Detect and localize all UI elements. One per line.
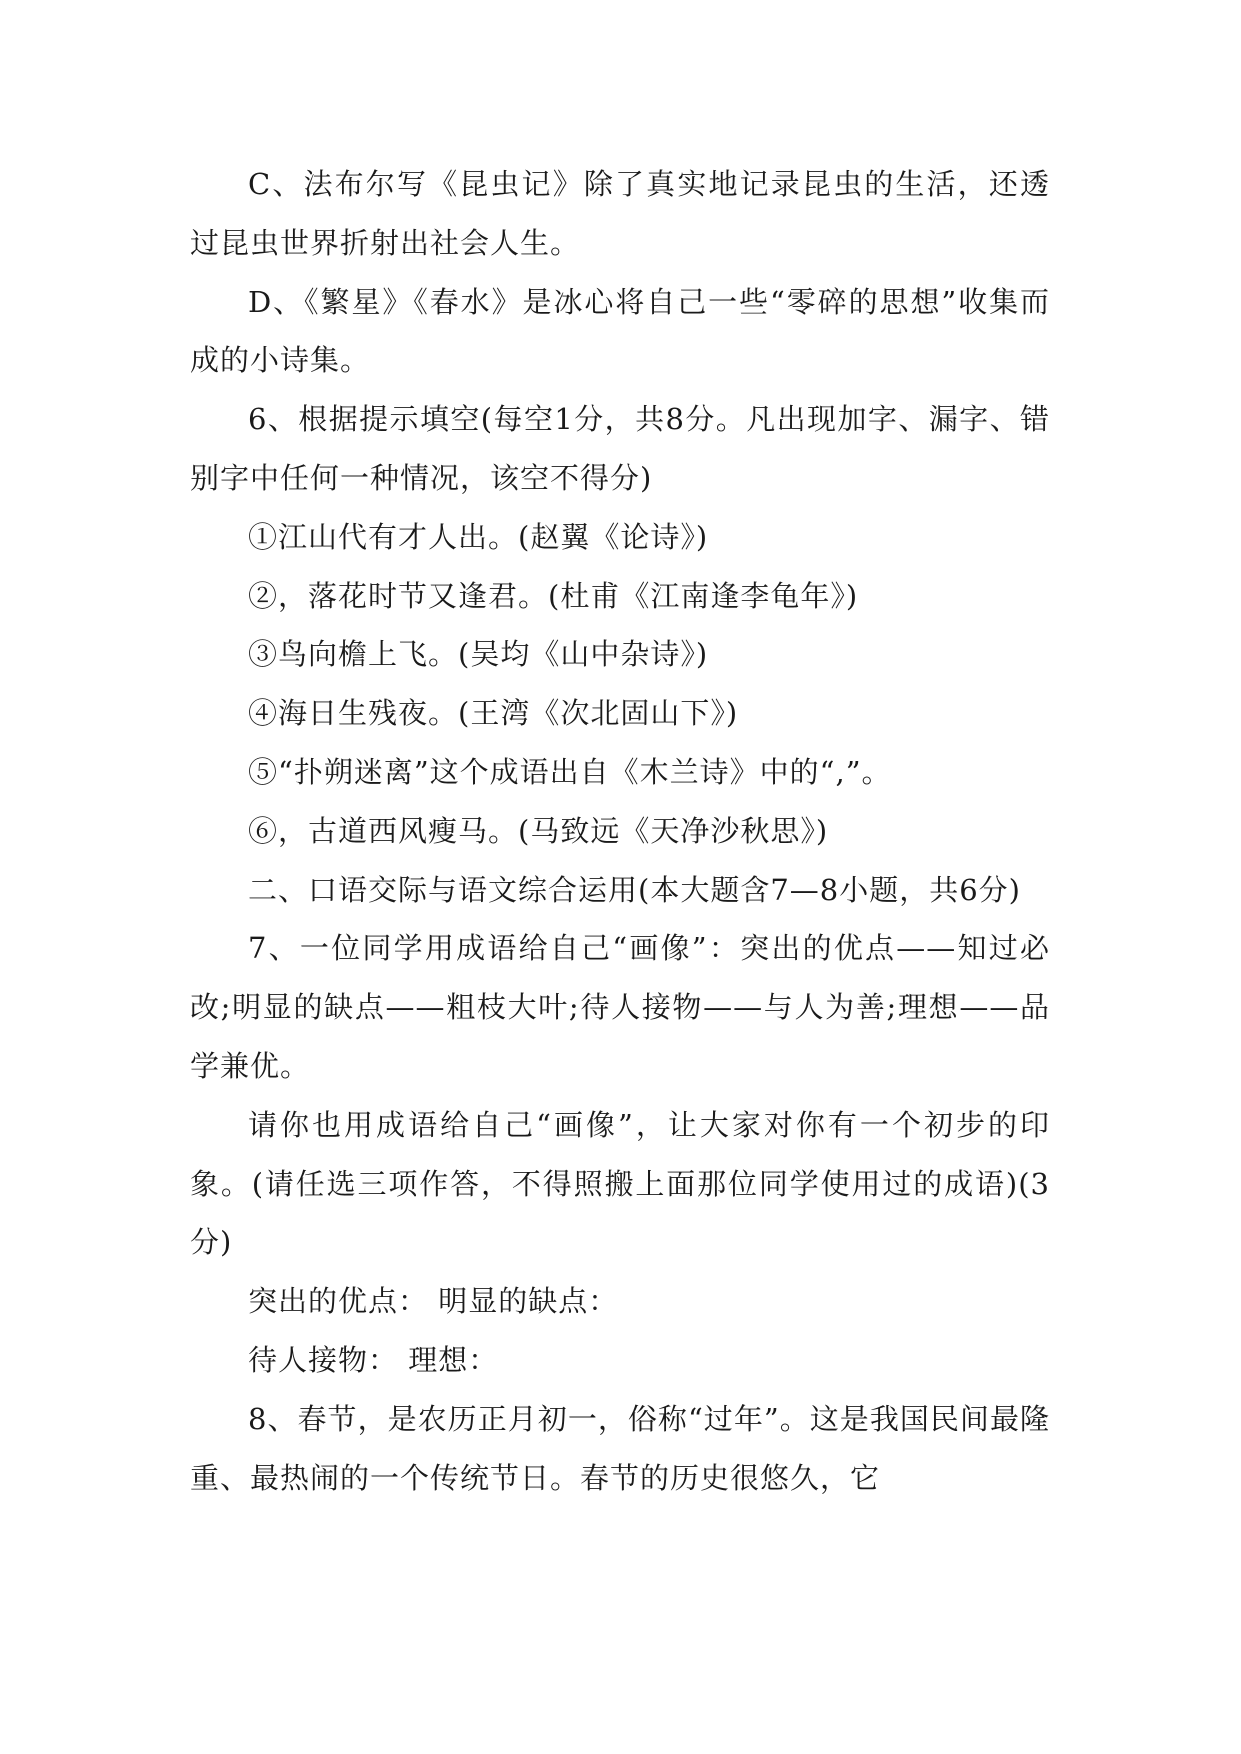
paragraph-question-8: 8、春节，是农历正月初一，俗称“过年”。这是我国民间最隆重、最热闹的一个传统节日。春节的历史很悠久，它 [190, 1401, 1050, 1495]
paragraph-item-6: ⑥，古道西风瘦马。(马致远《天净沙秋思》) [248, 813, 829, 848]
paragraph-question-7: 7、一位同学用成语给自己“画像”：突出的优点——知过必改;明显的缺点——粗枝大叶;待人接物——与人为善;理想——品学兼优。 [190, 931, 1050, 1083]
section-heading-2: 二、口语交际与语文综合运用(本大题含7—8小题，共6分) [248, 872, 1021, 907]
paragraph-item-5: ⑤“扑朔迷离”这个成语出自《木兰诗》中的“,”。 [248, 754, 892, 789]
paragraph-question-6: 6、根据提示填空(每空1分，共8分。凡出现加字、漏字、错别字中任何一种情况，该空不得分) [190, 402, 1050, 495]
answer-line-1: 突出的优点： 明显的缺点： [248, 1284, 619, 1319]
answer-line-2: 待人接物： 理想： [248, 1342, 499, 1377]
paragraph-item-1: ①江山代有才人出。(赵翼《论诗》) [248, 519, 709, 554]
paragraph-item-2: ②，落花时节又逢君。(杜甫《江南逢李龟年》) [248, 578, 859, 613]
paragraph-item-3: ③鸟向檐上飞。(吴均《山中杂诗》) [248, 637, 709, 672]
paragraph-item-4: ④海日生残夜。(王湾《次北固山下》) [248, 696, 739, 731]
paragraph-instruction: 请你也用成语给自己“画像”，让大家对你有一个初步的印象。(请任选三项作答，不得照搬上面那位同学使用过的成语)(3分) [190, 1107, 1050, 1260]
paragraph-option-d: D、《繁星》《春水》是冰心将自己一些“零碎的思想”收集而成的小诗集。 [190, 284, 1050, 378]
document-body [190, 155, 1050, 1507]
paragraph-option-c: C、法布尔写《昆虫记》除了真实地记录昆虫的生活，还透过昆虫世界折射出社会人生。 [190, 167, 1050, 260]
